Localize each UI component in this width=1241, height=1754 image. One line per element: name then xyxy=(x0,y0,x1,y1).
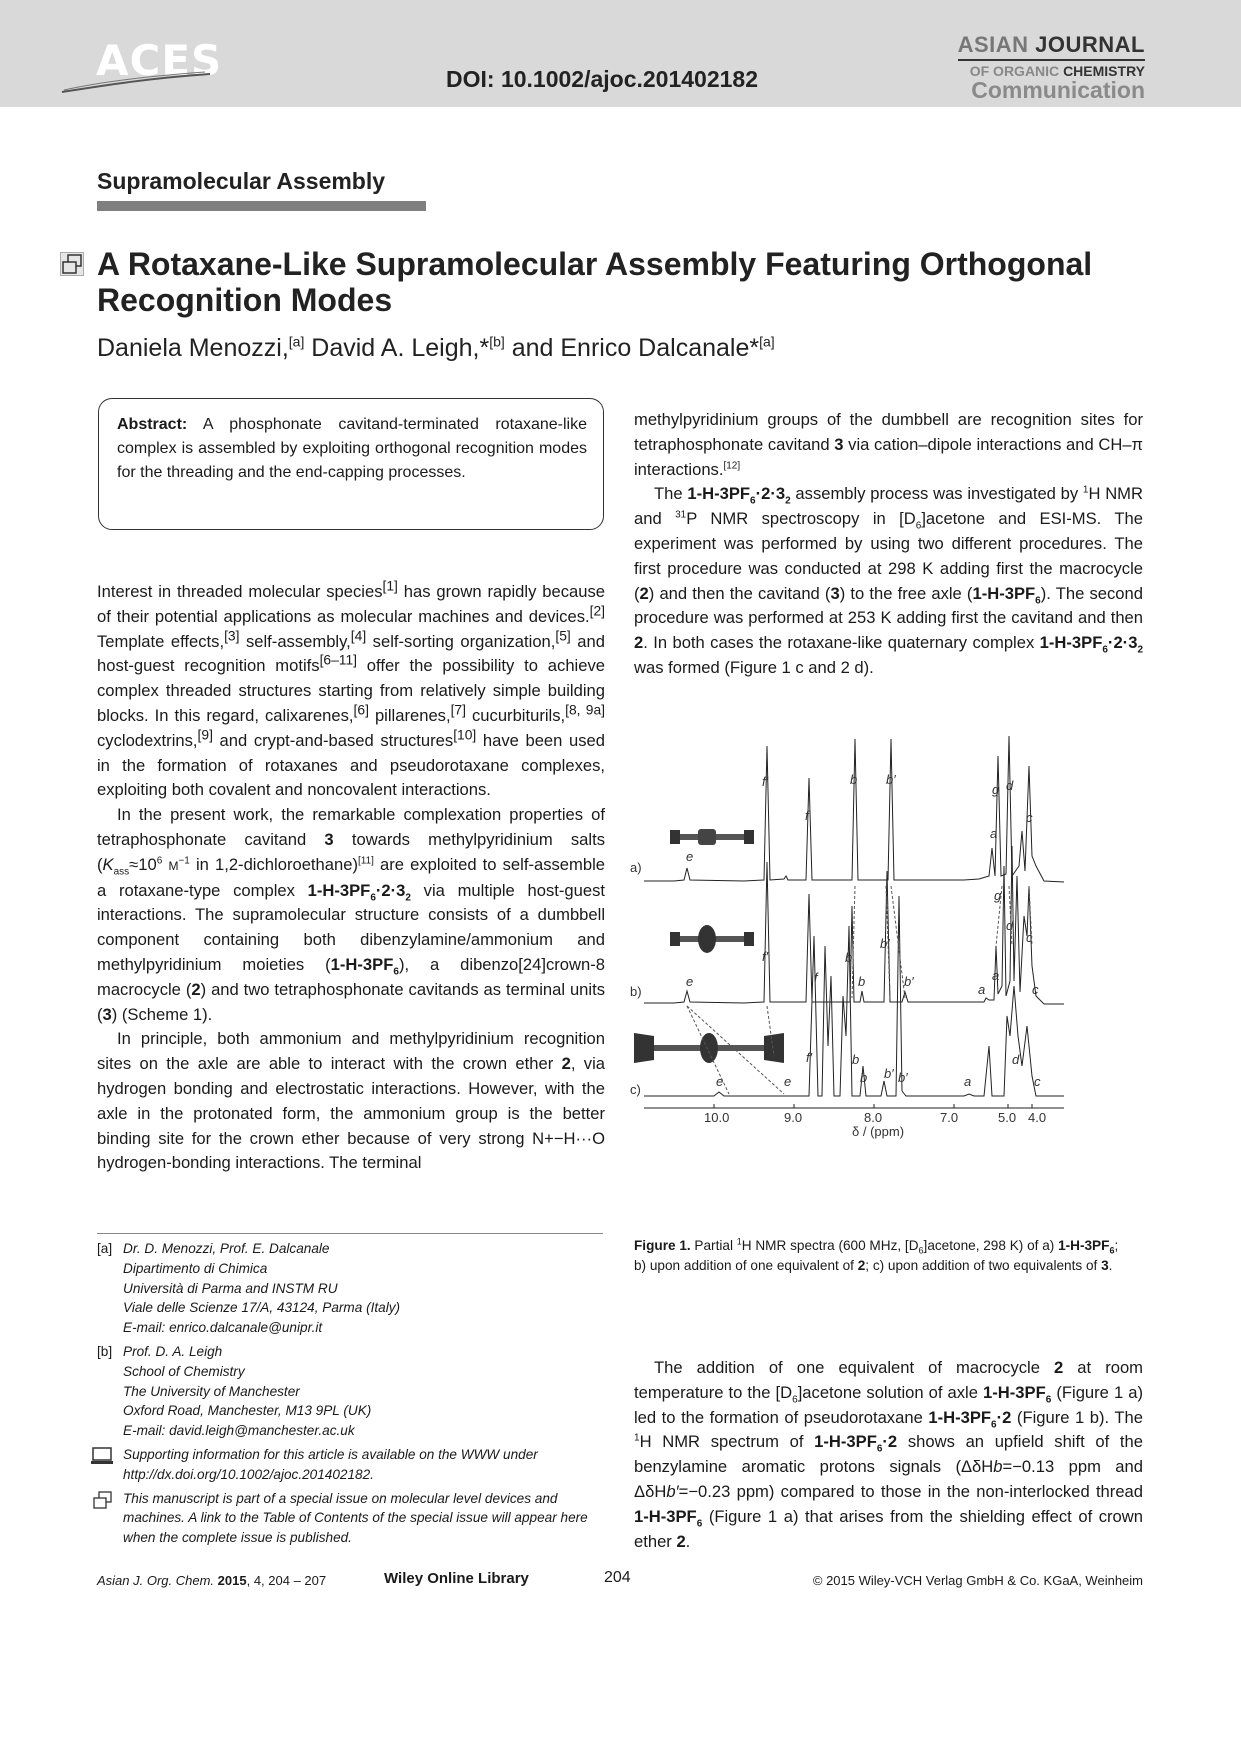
section-heading: Supramolecular Assembly xyxy=(97,168,386,194)
right-column-top xyxy=(634,408,1143,681)
peak-label: b xyxy=(852,1052,860,1067)
left-column xyxy=(97,577,606,1176)
paragraph-5: The $1-H-3PF_6\cdot 2\cdot 3_2$ assembly process was investigated by $^1$H NMR and $^{31}$P NMR spectroscopy in $[D_6]acetone$ and ESI-MS. The experiment was performed by using two different procedures. The first procedure was conducted at 298 K adding first the macrocycle (2) and then the cavitand (3) to the free axle $(1-H-3PF_6)$. The second procedure was performed at 253 K adding first the cavitand and then 2. In both cases the rotaxane-like quaternary complex $1-H-3PF_6\cdot 2\cdot 3_2$ was formed (Figure 1 c and 2 d). xyxy=(634,484,1143,677)
author-2: David A. Leigh,* xyxy=(304,334,490,362)
journal-name-3: OF ORGANIC xyxy=(969,63,1064,79)
peak-label: f′ xyxy=(762,774,769,789)
peak-label: e xyxy=(686,974,694,989)
figure-caption: Figure 1. Partial $^1$H NMR spectra (600 MHz, $[D_6]acetone$, 298 K) of a) $1-H-3PF_6$; b) upon addition of one equivalent of 2; c) upon addition of two equivalents of 3. xyxy=(634,1236,1119,1273)
logo-swoosh-icon xyxy=(60,70,220,96)
abstract-box xyxy=(98,398,604,530)
peak-label: f′ xyxy=(762,949,769,964)
tick-label: 4.0 xyxy=(1028,1110,1047,1125)
peak-label: b′ xyxy=(886,772,896,787)
special-issue-icon[interactable] xyxy=(60,252,84,276)
paragraph-2: In the present work, the remarkable complexation properties of tetraphosphonate cavitand 3 towards methylpyridinium salts ($K_{ass}\approx 10^6$ $M^{-1}$ in 1,2-dichloroethane)[11] are exploited to self-assemble a rotaxane-type complex $1-H-3PF_6\cdot 2\cdot 3_2$ via multiple host-guest interactions. The supramolecular structure consists of a dumbbell component containing both dibenzylamine/ammonium and methylpyridinium moieties $(1-H-3PF_6)$, a dibenzo[24]crown-8 macrocycle (2) and two tetraphosphonate cavitands as terminal units (3) (Scheme 1). xyxy=(97,805,606,1024)
author-3: and Enrico Dalcanale* xyxy=(504,334,760,362)
citation[interactable]: [6] xyxy=(353,701,369,718)
peak-label: b′ xyxy=(898,1070,908,1085)
author-1: Daniela Menozzi, xyxy=(97,334,289,362)
peak-label: c xyxy=(1034,1074,1041,1089)
page-number: 204 xyxy=(604,1569,631,1586)
footnote-a: [a] Dr. D. Menozzi, Prof. E. Dalcanale Dipartimento di Chimica Università di Parma and INSTM RU Viale delle Scienze 17/A, 43124, Parma (Italy) E-mail: enrico.dalcanale@unipr.it xyxy=(97,1239,605,1338)
peak-label: f xyxy=(805,808,809,823)
footnote-special-issue: This manuscript is part of a special issue on molecular level devices and machines. A link to the Table of Contents of the special issue will appear here when the complete issue is published. xyxy=(97,1489,605,1548)
x-axis-ticks xyxy=(714,1104,1032,1108)
citation[interactable]: [7] xyxy=(450,701,466,718)
tick-label: 8.0 xyxy=(864,1110,883,1125)
peak-label: g xyxy=(994,888,1002,903)
citation[interactable]: [5] xyxy=(555,627,571,644)
peak-label: a xyxy=(990,826,998,841)
peak-label: c xyxy=(1032,982,1039,997)
peak-label: g xyxy=(992,782,1000,797)
aces-logo: ACES xyxy=(96,36,223,85)
footnote-b: [b] Prof. D. A. Leigh School of Chemistry The University of Manchester Oxford Road, Manchester, M13 9PL (UK) E-mail: david.leigh@manchester.ac.uk xyxy=(97,1342,605,1441)
peak-label: b xyxy=(858,974,866,989)
peak-label: c xyxy=(1026,810,1033,825)
spectrum-a-trace xyxy=(644,736,1064,882)
peak-label: a xyxy=(978,982,986,997)
author-list xyxy=(97,334,775,363)
spectrum-label-b: b) xyxy=(630,984,642,999)
paragraph-6: The addition of one equivalent of macrocycle 2 at room temperature to the $[D_6]acetone$ solution of axle $1-H-3PF_6$ (Figure 1 a) led to the formation of pseudorotaxane $1-H-3PF_6\cdot 2$ (Figure 1 b). The $^1$H NMR spectrum of $1-H-3PF_6\cdot 2$ shows an upfield shift of the benzylamine aromatic protons signals (ΔδHb=−0.13 ppm and ΔδHb′=−0.23 ppm) compared to those in the non-interlocked thread $1-H-3PF_6$ (Figure 1 a) that arises from the shielding effect of crown ether 2. xyxy=(634,1358,1143,1551)
author-3-affiliation: [a] xyxy=(759,333,775,350)
article-type: Communication xyxy=(971,77,1145,103)
journal-name-4: CHEMISTRY xyxy=(1063,63,1145,79)
peak-label: b′ xyxy=(904,974,914,989)
peak-label: f xyxy=(814,970,818,985)
article-title: A Rotaxane-Like Supramolecular Assembly Featuring Orthogonal Recognition Modes xyxy=(97,246,1093,318)
author-1-affiliation: [a] xyxy=(288,333,305,350)
peak-label: b′ xyxy=(880,936,890,951)
paragraph-1: Interest in threaded molecular species[1] has grown rapidly because of their potential applications as molecular machines and devices.[2] Template effects,[3] self-assembly,[4] self-sorting organization,[5] and host-guest recognition motifs[6–11] offer the possibility to achieve complex threaded structures starting from relatively simple building blocks. In this regard, calixarenes,[6] pillarenes,[7] cucurbiturils,[8, 9a] cyclodextrins,[9] and crypt-and-based structures[10] have been used in the formation of rotaxanes and pseudorotaxane complexes, exploiting both covalent and noncovalent interactions. xyxy=(97,577,606,800)
peak-label: b′ xyxy=(884,1066,894,1081)
peak-label: d xyxy=(1006,778,1014,793)
peak-label: d xyxy=(1012,1052,1020,1067)
abstract-text: A phosphonate cavitand-terminated rotaxane-like complex is assembled by exploiting orthogonal recognition modes for the threading and the end-capping processes. xyxy=(117,416,587,481)
footer-citation: Asian J. Org. Chem. 2015, 4, 204 – 207 xyxy=(97,1573,327,1588)
nmr-spectra-figure xyxy=(630,736,1143,1224)
citation[interactable]: [6–11] xyxy=(319,651,357,668)
peak-label: b xyxy=(845,950,853,965)
peak-label: e xyxy=(784,1074,792,1089)
citation[interactable]: [8, 9a] xyxy=(565,701,605,718)
tick-label: 9.0 xyxy=(784,1110,803,1125)
tick-label: 5.0 xyxy=(998,1110,1017,1125)
peak-label: a xyxy=(992,968,1000,983)
tick-label: 7.0 xyxy=(940,1110,959,1125)
email-link[interactable]: E-mail: david.leigh@manchester.ac.uk xyxy=(123,1423,355,1439)
citation[interactable]: [9] xyxy=(197,726,213,743)
citation[interactable]: [1] xyxy=(382,577,398,594)
peak-label: c xyxy=(1026,930,1033,945)
pseudorotaxane-cartoon-icon xyxy=(670,925,754,953)
caption-label: Figure 1. xyxy=(634,1238,691,1253)
peak-label: d xyxy=(1006,918,1014,933)
spectrum-label-c: c) xyxy=(630,1082,641,1097)
copyright: © 2015 Wiley-VCH Verlag GmbH & Co. KGaA, Weinheim xyxy=(812,1573,1143,1588)
rotaxane-cartoon-icon xyxy=(634,1033,784,1063)
special-issue-icon xyxy=(91,1491,113,1509)
footnote-divider xyxy=(97,1233,603,1234)
citation[interactable]: [4] xyxy=(350,627,367,644)
journal-name-2: JOURNAL xyxy=(1035,32,1145,57)
abstract-label: Abstract: xyxy=(117,416,188,433)
affiliation-footnotes xyxy=(97,1239,605,1552)
citation[interactable]: [10] xyxy=(453,726,477,743)
wiley-online-library-link[interactable]: Wiley Online Library xyxy=(384,1570,529,1587)
peak-label: f′ xyxy=(806,1050,813,1065)
spectrum-label-a: a) xyxy=(630,860,642,875)
tick-label: 10.0 xyxy=(704,1110,730,1125)
right-column-bottom xyxy=(634,1356,1143,1554)
paragraph-3: In principle, both ammonium and methylpyridinium recognition sites on the axle are able to interact with the crown ether 2, via hydrogen bonding and electrostatic interactions. However, with the axle in the protonated form, the ammonium group is the better binding site for the crown ether because of very strong N+−H···O hydrogen-bonding interactions. The terminal xyxy=(97,1029,606,1173)
paragraph-4: methylpyridinium groups of the dumbbell are recognition sites for tetraphosphonate cavitand 3 via cation–dipole interactions and CH–π interactions.[12] xyxy=(634,410,1144,479)
section-bar xyxy=(97,201,426,211)
computer-icon xyxy=(91,1447,113,1465)
peak-label: b xyxy=(860,1070,868,1085)
peak-label: a xyxy=(964,1074,972,1089)
journal-masthead xyxy=(958,32,1145,104)
peak-label: e xyxy=(716,1074,724,1089)
axle-cartoon-icon xyxy=(670,829,754,845)
footnote-supporting-info: Supporting information for this article is available on the WWW under http://dx.doi.org/10.1002/ajoc.201402182. xyxy=(97,1445,605,1485)
journal-name-1: ASIAN xyxy=(957,32,1036,57)
citation[interactable]: [3] xyxy=(224,627,240,644)
author-2-affiliation: [b] xyxy=(489,333,505,350)
email-link[interactable]: E-mail: enrico.dalcanale@unipr.it xyxy=(123,1320,323,1336)
x-axis-label: δ / (ppm) xyxy=(852,1124,905,1139)
citation[interactable]: [2] xyxy=(589,602,605,619)
doi[interactable]: DOI: 10.1002/ajoc.201402182 xyxy=(446,66,759,92)
peak-label: e xyxy=(686,849,694,864)
citation[interactable]: [12] xyxy=(723,460,741,472)
peak-label: b xyxy=(850,772,858,787)
citation[interactable]: [11] xyxy=(357,855,374,867)
